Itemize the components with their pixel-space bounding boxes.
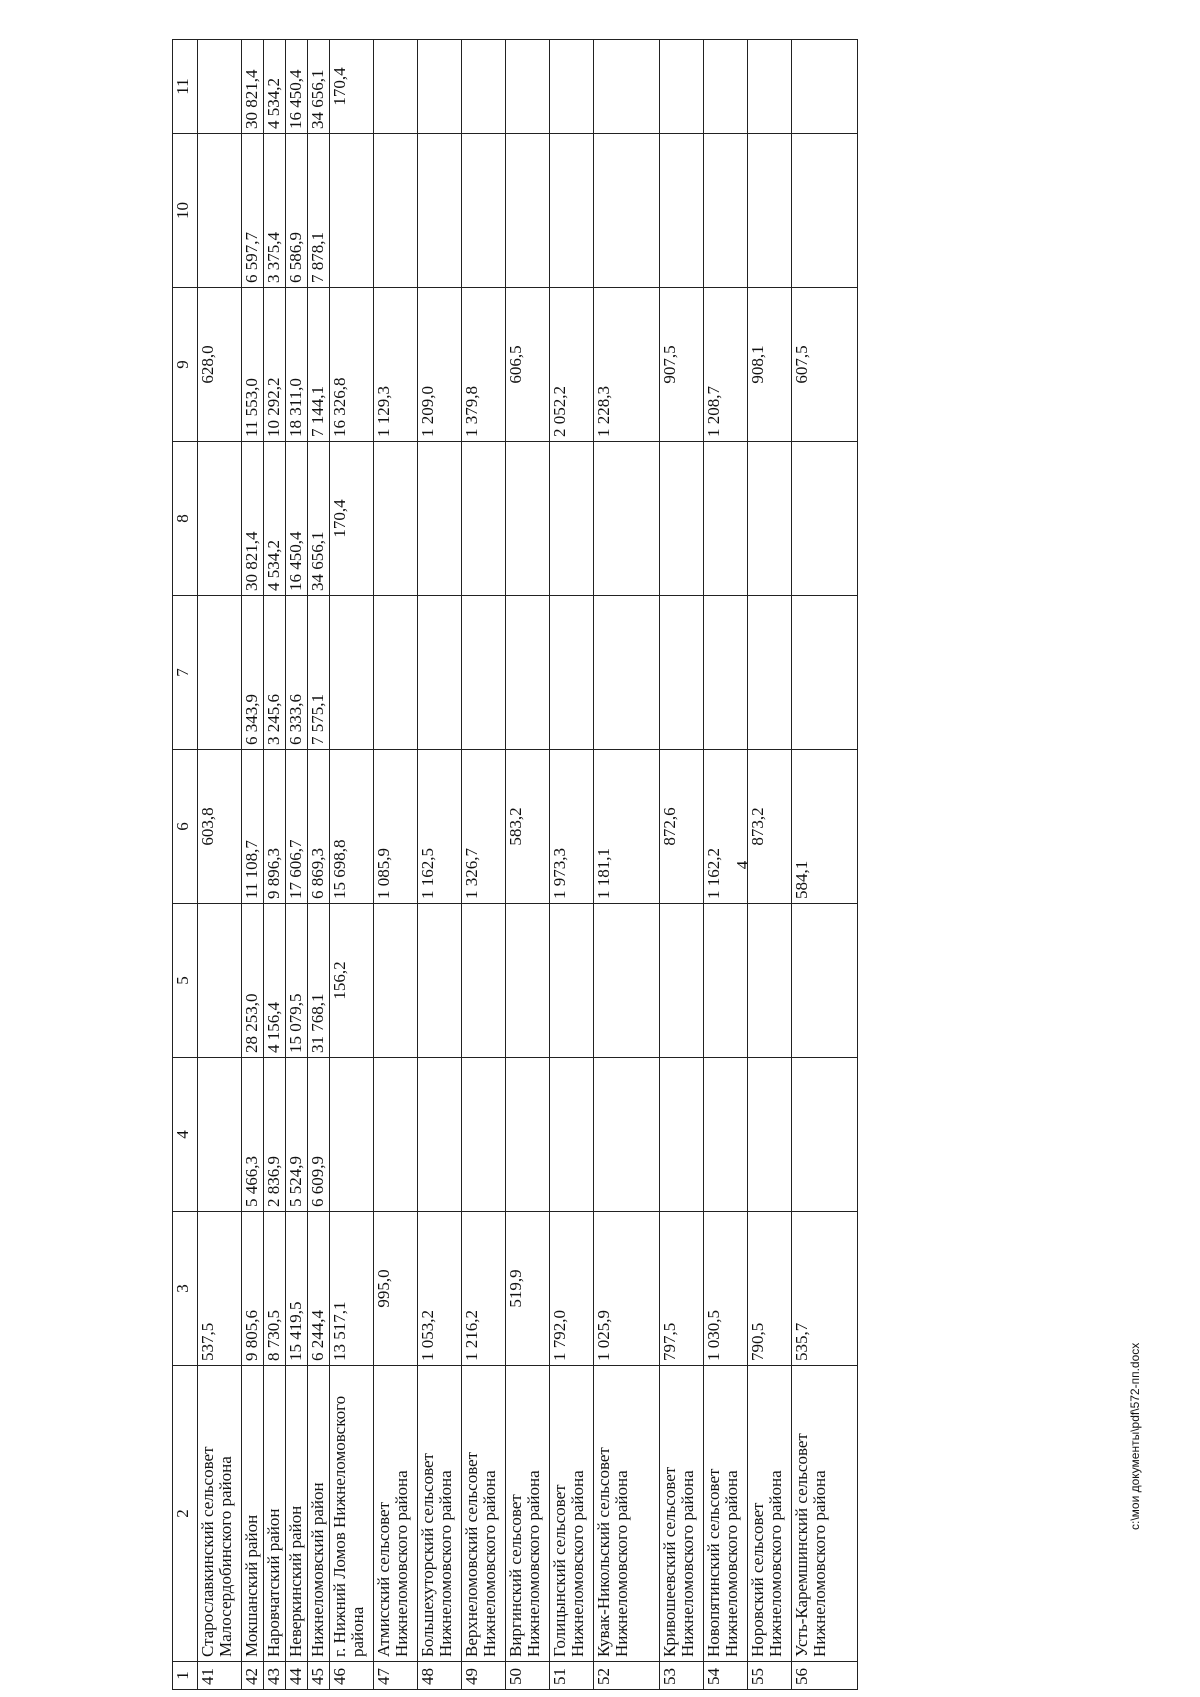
value-cell-col-3: 790,5 [748,1212,792,1366]
value-cell-col-7 [330,596,374,750]
value-cell-col-6: 17 606,7 [286,750,308,904]
file-path-footer: c:\мои документы\pdf\572-пп.docx [1128,1342,1142,1530]
value-cell-col-3: 1 216,2 [462,1212,506,1366]
value-cell-col-10 [374,134,418,288]
value-cell-col-4 [748,1058,792,1212]
value-cell-col-11: 34 656,1 [308,40,330,134]
value-cell-col-8 [792,442,858,596]
value-cell-col-3: 6 244,4 [308,1212,330,1366]
table-row [374,40,418,1690]
territory-name-cell: г. Нижний Ломов Нижнеломовского района [330,1366,374,1662]
value-cell-col-8: 170,4 [330,442,374,596]
value-cell-col-10 [198,134,242,288]
value-cell-col-6: 583,2 [506,750,550,904]
territory-name-cell: Наровчатский район [264,1366,286,1662]
header-col-7: 7 [173,596,198,750]
value-cell-col-3: 1 053,2 [418,1212,462,1366]
value-cell-col-4 [198,1058,242,1212]
value-cell-col-8 [198,442,242,596]
row-number-cell: 49 [462,1662,506,1690]
value-cell-col-3: 8 730,5 [264,1212,286,1366]
value-cell-col-4: 5 466,3 [242,1058,264,1212]
row-number-cell: 52 [594,1662,660,1690]
value-cell-col-4 [550,1058,594,1212]
value-cell-col-9: 16 326,8 [330,288,374,442]
row-number-cell: 55 [748,1662,792,1690]
value-cell-col-4 [594,1058,660,1212]
value-cell-col-8: 4 534,2 [264,442,286,596]
value-cell-col-5 [704,904,748,1058]
value-cell-col-10 [462,134,506,288]
budget-table [172,39,858,1690]
value-cell-col-7: 3 245,6 [264,596,286,750]
value-cell-col-3: 1 030,5 [704,1212,748,1366]
value-cell-col-5 [506,904,550,1058]
value-cell-col-10 [594,134,660,288]
row-number-cell: 46 [330,1662,374,1690]
row-number-cell: 48 [418,1662,462,1690]
value-cell-col-10: 7 878,1 [308,134,330,288]
territory-name-cell: Мокшанский район [242,1366,264,1662]
value-cell-col-9: 11 553,0 [242,288,264,442]
value-cell-col-3: 1 792,0 [550,1212,594,1366]
territory-name-cell: Верхнеломовский сельсовет Нижнеломовского района [462,1366,506,1662]
territory-name-cell: Атмисский сельсовет Нижнеломовского района [374,1366,418,1662]
value-cell-col-9: 1 379,8 [462,288,506,442]
value-cell-col-9: 2 052,2 [550,288,594,442]
value-cell-col-4 [418,1058,462,1212]
value-cell-col-10 [748,134,792,288]
value-cell-col-6: 603,8 [198,750,242,904]
value-cell-col-9: 607,5 [792,288,858,442]
value-cell-col-4 [792,1058,858,1212]
value-cell-col-10: 6 597,7 [242,134,264,288]
value-cell-col-10: 6 586,9 [286,134,308,288]
value-cell-col-3: 537,5 [198,1212,242,1366]
value-cell-col-11 [374,40,418,134]
territory-name-cell: Голицынский сельсовет Нижнеломовского района [550,1366,594,1662]
value-cell-col-10 [704,134,748,288]
value-cell-col-3: 797,5 [660,1212,704,1366]
value-cell-col-6: 1 973,3 [550,750,594,904]
value-cell-col-3: 15 419,5 [286,1212,308,1366]
value-cell-col-11: 170,4 [330,40,374,134]
row-number-cell: 42 [242,1662,264,1690]
table-row [242,40,264,1690]
value-cell-col-11 [506,40,550,134]
table-row [660,40,704,1690]
value-cell-col-8: 34 656,1 [308,442,330,596]
row-number-cell: 41 [198,1662,242,1690]
value-cell-col-7 [792,596,858,750]
value-cell-col-5 [792,904,858,1058]
value-cell-col-11 [418,40,462,134]
header-col-10: 10 [173,134,198,288]
header-col-9: 9 [173,288,198,442]
value-cell-col-8: 16 450,4 [286,442,308,596]
row-number-cell: 44 [286,1662,308,1690]
value-cell-col-11 [198,40,242,134]
value-cell-col-7 [462,596,506,750]
table-row [748,40,792,1690]
table-row [792,40,858,1690]
value-cell-col-5 [462,904,506,1058]
table-row [286,40,308,1690]
value-cell-col-4: 6 609,9 [308,1058,330,1212]
value-cell-col-4 [374,1058,418,1212]
territory-name-cell: Старославкинский сельсовет Малосердобинского района [198,1366,242,1662]
value-cell-col-8 [506,442,550,596]
value-cell-col-5: 4 156,4 [264,904,286,1058]
header-col-1: 1 [173,1662,198,1690]
value-cell-col-8 [748,442,792,596]
table-row [418,40,462,1690]
value-cell-col-5: 15 079,5 [286,904,308,1058]
value-cell-col-5: 156,2 [330,904,374,1058]
header-col-8: 8 [173,442,198,596]
value-cell-col-8 [660,442,704,596]
value-cell-col-9: 907,5 [660,288,704,442]
territory-name-cell: Неверкинский район [286,1366,308,1662]
value-cell-col-10 [792,134,858,288]
value-cell-col-9: 628,0 [198,288,242,442]
value-cell-col-11 [704,40,748,134]
value-cell-col-7 [748,596,792,750]
value-cell-col-4 [330,1058,374,1212]
value-cell-col-9: 908,1 [748,288,792,442]
value-cell-col-5 [748,904,792,1058]
value-cell-col-3: 1 025,9 [594,1212,660,1366]
value-cell-col-5 [660,904,704,1058]
value-cell-col-4: 5 524,9 [286,1058,308,1212]
value-cell-col-3: 519,9 [506,1212,550,1366]
header-col-11: 11 [173,40,198,134]
territory-name-cell: Виргинский сельсовет Нижнеломовского района [506,1366,550,1662]
page-number: 4 [733,860,752,870]
row-number-cell: 56 [792,1662,858,1690]
value-cell-col-6: 584,1 [792,750,858,904]
table-row [330,40,374,1690]
value-cell-col-4: 2 836,9 [264,1058,286,1212]
table-row [462,40,506,1690]
value-cell-col-6: 1 326,7 [462,750,506,904]
value-cell-col-5: 28 253,0 [242,904,264,1058]
value-cell-col-7 [660,596,704,750]
value-cell-col-4 [506,1058,550,1212]
table-row [308,40,330,1690]
territory-name-cell: Норовский сельсовет Нижнеломовского района [748,1366,792,1662]
row-number-cell: 50 [506,1662,550,1690]
value-cell-col-3: 13 517,1 [330,1212,374,1366]
value-cell-col-11 [594,40,660,134]
value-cell-col-9: 10 292,2 [264,288,286,442]
territory-name-cell: Кривошеевский сельсовет Нижнеломовского района [660,1366,704,1662]
value-cell-col-4 [660,1058,704,1212]
value-cell-col-11 [462,40,506,134]
value-cell-col-9: 1 209,0 [418,288,462,442]
value-cell-col-5 [550,904,594,1058]
territory-name-cell: Нижнеломовский район [308,1366,330,1662]
header-col-5: 5 [173,904,198,1058]
territory-name-cell: Кувак-Никольский сельсовет Нижнеломовского района [594,1366,660,1662]
header-col-4: 4 [173,1058,198,1212]
value-cell-col-6: 1 181,1 [594,750,660,904]
value-cell-col-9: 1 208,7 [704,288,748,442]
value-cell-col-7 [374,596,418,750]
table-row [704,40,748,1690]
value-cell-col-5 [418,904,462,1058]
value-cell-col-10 [550,134,594,288]
row-number-cell: 45 [308,1662,330,1690]
value-cell-col-7 [198,596,242,750]
value-cell-col-3: 9 805,6 [242,1212,264,1366]
value-cell-col-6: 1 162,5 [418,750,462,904]
value-cell-col-3: 535,7 [792,1212,858,1366]
value-cell-col-6: 873,2 [748,750,792,904]
territory-name-cell: Усть-Каремшинский сельсовет Нижнеломовского района [792,1366,858,1662]
value-cell-col-6: 1 085,9 [374,750,418,904]
table-row [594,40,660,1690]
value-cell-col-5 [198,904,242,1058]
value-cell-col-9: 18 311,0 [286,288,308,442]
value-cell-col-10 [330,134,374,288]
header-col-3: 3 [173,1212,198,1366]
value-cell-col-8: 30 821,4 [242,442,264,596]
value-cell-col-11: 4 534,2 [264,40,286,134]
value-cell-col-11 [550,40,594,134]
value-cell-col-6: 1 162,2 [704,750,748,904]
table-container [172,40,1036,1690]
value-cell-col-10: 3 375,4 [264,134,286,288]
value-cell-col-7 [418,596,462,750]
value-cell-col-7: 6 333,6 [286,596,308,750]
value-cell-col-9: 1 129,3 [374,288,418,442]
value-cell-col-6: 6 869,3 [308,750,330,904]
value-cell-col-6: 11 108,7 [242,750,264,904]
header-row [173,40,198,1690]
territory-name-cell: Новопятинский сельсовет Нижнеломовского района [704,1366,748,1662]
value-cell-col-10 [506,134,550,288]
table-row [264,40,286,1690]
value-cell-col-7 [594,596,660,750]
value-cell-col-6: 872,6 [660,750,704,904]
value-cell-col-11: 30 821,4 [242,40,264,134]
table-row [550,40,594,1690]
value-cell-col-9: 1 228,3 [594,288,660,442]
value-cell-col-5 [594,904,660,1058]
value-cell-col-7 [506,596,550,750]
value-cell-col-8 [550,442,594,596]
value-cell-col-3: 995,0 [374,1212,418,1366]
row-number-cell: 51 [550,1662,594,1690]
value-cell-col-7 [550,596,594,750]
value-cell-col-9: 606,5 [506,288,550,442]
value-cell-col-7: 6 343,9 [242,596,264,750]
value-cell-col-6: 15 698,8 [330,750,374,904]
value-cell-col-9: 7 144,1 [308,288,330,442]
value-cell-col-4 [462,1058,506,1212]
value-cell-col-8 [374,442,418,596]
value-cell-col-4 [704,1058,748,1212]
value-cell-col-8 [704,442,748,596]
value-cell-col-7: 7 575,1 [308,596,330,750]
row-number-cell: 47 [374,1662,418,1690]
value-cell-col-5 [374,904,418,1058]
territory-name-cell: Большехуторский сельсовет Нижнеломовского района [418,1366,462,1662]
row-number-cell: 54 [704,1662,748,1690]
row-number-cell: 43 [264,1662,286,1690]
value-cell-col-10 [660,134,704,288]
value-cell-col-11 [748,40,792,134]
header-col-6: 6 [173,750,198,904]
value-cell-col-7 [704,596,748,750]
value-cell-col-8 [418,442,462,596]
value-cell-col-11 [792,40,858,134]
value-cell-col-6: 9 896,3 [264,750,286,904]
header-col-2: 2 [173,1366,198,1662]
table-row [198,40,242,1690]
value-cell-col-11 [660,40,704,134]
value-cell-col-10 [418,134,462,288]
value-cell-col-8 [594,442,660,596]
row-number-cell: 53 [660,1662,704,1690]
value-cell-col-5: 31 768,1 [308,904,330,1058]
table-body [198,40,858,1690]
table-row [506,40,550,1690]
value-cell-col-8 [462,442,506,596]
value-cell-col-11: 16 450,4 [286,40,308,134]
